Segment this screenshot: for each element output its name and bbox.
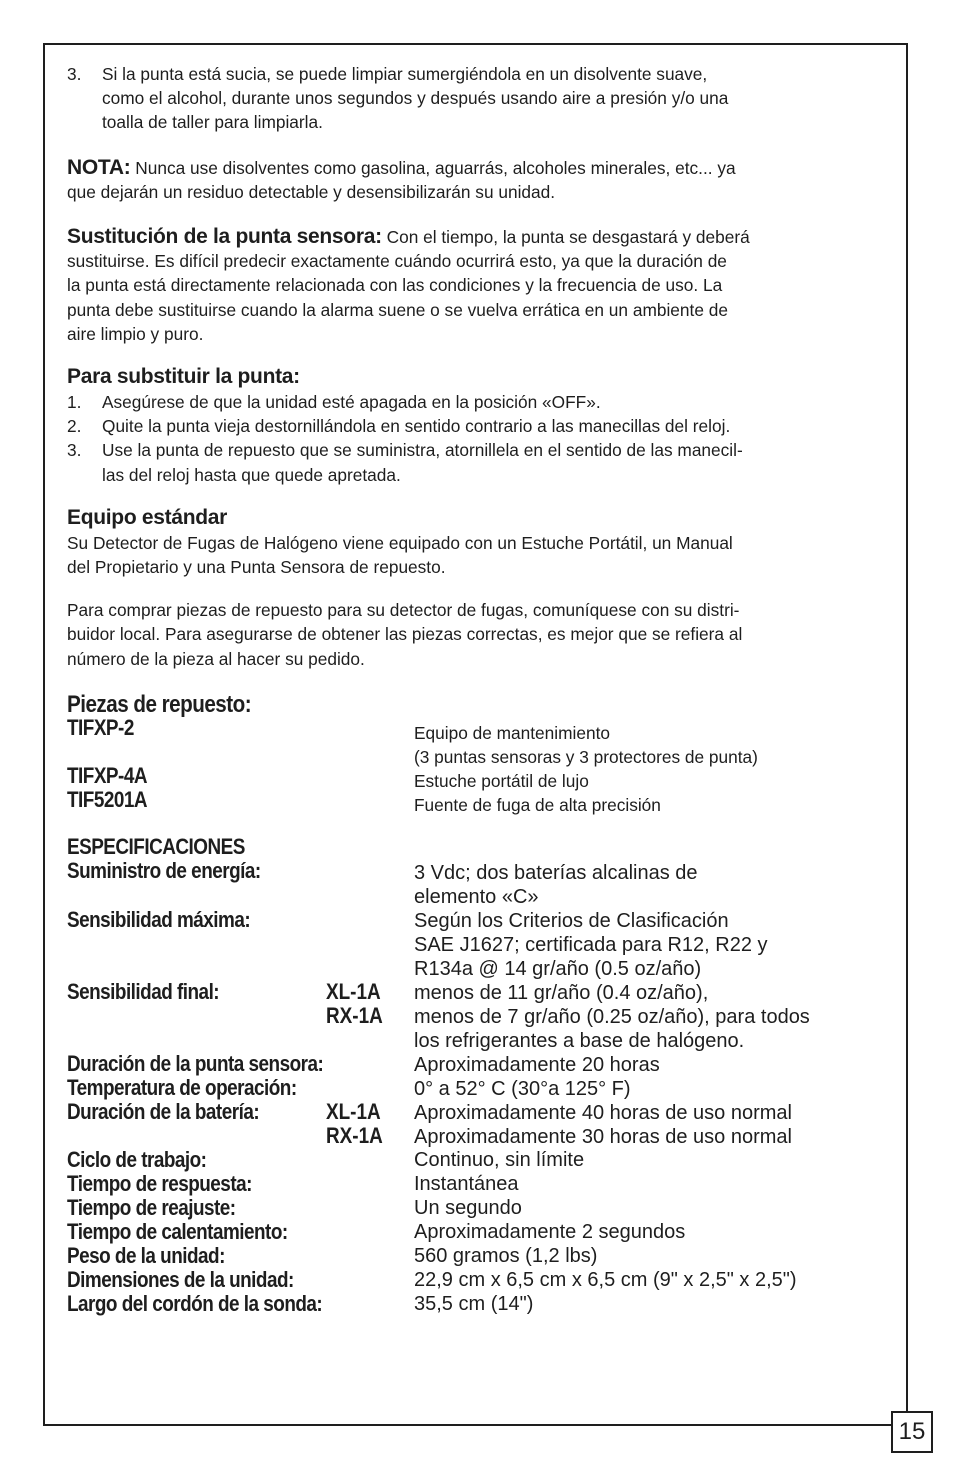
standard-heading: Equipo estándar <box>67 505 228 529</box>
purchase-paragraph: Para comprar piezas de repuesto para su detector de fugas, comuníquese con su distri- <box>67 600 740 621</box>
cleaning-step-3: 3. Si la punta está sucia, se puede limpiar sumergiéndola en un disolvente suave, como el alcohol, durante unos segundos y después usando aire a presión y/o una toalla de taller para limpiarla. <box>67 64 729 133</box>
note-paragraph: NOTA: Nunca use disolventes como gasolina, aguarrás, alcoholes minerales, etc... ya <box>67 155 736 179</box>
model-rx: RX-1A <box>326 1002 383 1028</box>
part-code: TIF5201A <box>67 786 148 812</box>
parts-and-specs: Piezas de repuesto: TIFXP-2 Equipo de mantenimiento (3 puntas sensoras y 3 protectores de punta) TIFXP-4A Estuche portátil de lujo TIF5201A Fuente de fuga de alta precisión ESPECIFICACIONES Suministro de energía: 3 Vdc; dos baterías alcalinas de elemento «C» Sensibilidad máxima: Según los Criterios de Clasificación SAE J1627; certificada para R12, R22 y R134a @ 14 gr/año (0.5 oz/año) Sensibilidad final: XL-1A menos de 11 gr/año (0.4 oz/año), RX-1A menos de 7 gr/año (0.25 oz/año), para todos los refrigerantes a base de halógeno. Duración de la punta sensora: Aproximadamente 20 horas Temperatura de operación: 0° a 52° C (30°a 125° F) Duración de la batería: XL-1A Aproximadamente 40 horas de uso normal RX-1A Aproximadamente 30 horas de uso normal Ciclo de trabajo: Continuo, sin límite Tiempo de respuesta: Instantánea Tiempo de reajuste: Un segundo Tiempo de calentamiento: Aproximadamente 2 segundos Peso de la unidad: 560 gramos (1,2 lbs) Dimensiones de la unidad: 22,9 cm x 6,5 cm x 6,5 cm (9" x 2,5" x 2,5") Largo del cordón de la sonda: 35,5 cm (14") <box>67 690 810 1316</box>
specs-heading: ESPECIFICACIONES <box>67 833 245 859</box>
procedure-step-2: 2. Quite la punta vieja destornillándola en sentido contrario a las manecillas del reloj. <box>67 416 731 437</box>
note-label: NOTA: <box>67 155 131 179</box>
spec-label: Tiempo de respuesta: <box>67 1170 252 1196</box>
part-desc: Estuche portátil de lujo <box>414 770 589 791</box>
spec-label: Peso de la unidad: <box>67 1242 225 1268</box>
parts-heading: Piezas de repuesto: <box>67 690 252 718</box>
spec-value: Aproximadamente 20 horas <box>414 1053 660 1076</box>
spec-label-power: Suministro de energía: <box>67 857 261 883</box>
spec-label-max-sensitivity: Sensibilidad máxima: <box>67 906 251 932</box>
spec-value: Continuo, sin límite <box>414 1148 585 1171</box>
part-desc-detail: (3 puntas sensoras y 3 protectores de punta) <box>414 746 758 767</box>
replacement-paragraph: Sustitución de la punta sensora: Con el tiempo, la punta se desgastará y deberá <box>67 225 750 249</box>
spec-label: Duración de la punta sensora: <box>67 1050 324 1076</box>
spec-label: Tiempo de reajuste: <box>67 1194 236 1220</box>
spec-value: 22,9 cm x 6,5 cm x 6,5 cm (9" x 2,5" x 2,5") <box>414 1268 797 1291</box>
spec-value: Un segundo <box>414 1196 522 1219</box>
spec-value-battery-rx: Aproximadamente 30 horas de uso normal <box>414 1125 792 1148</box>
procedure-step-3: 3. Use la punta de repuesto que se suministra, atornillela en el sentido de las manecil- las del reloj hasta que quede apretada. <box>67 440 743 485</box>
spec-value: Aproximadamente 2 segundos <box>414 1220 686 1243</box>
procedure-step-1: 1. Asegúrese de que la unidad esté apagada en la posición «OFF». <box>67 392 601 413</box>
spec-label-battery: Duración de la batería: <box>67 1098 260 1124</box>
model-xl: XL-1A <box>326 1098 381 1124</box>
spec-value: 0° a 52° C (30°a 125° F) <box>414 1077 631 1100</box>
part-desc: Equipo de mantenimiento <box>414 722 610 743</box>
list-number: 3. <box>67 64 82 84</box>
spec-value: 560 gramos (1,2 lbs) <box>414 1244 598 1267</box>
spec-value-power: 3 Vdc; dos baterías alcalinas de <box>414 861 698 884</box>
spec-value-battery-xl: Aproximadamente 40 horas de uso normal <box>414 1101 792 1124</box>
model-xl: XL-1A <box>326 978 381 1004</box>
spec-value-final-rx: menos de 7 gr/año (0.25 oz/año), para todos <box>414 1005 810 1028</box>
spec-value: 35,5 cm (14") <box>414 1292 534 1315</box>
part-code: TIFXP-4A <box>67 762 147 788</box>
spec-value-final-xl: menos de 11 gr/año (0.4 oz/año), <box>414 981 709 1004</box>
model-rx: RX-1A <box>326 1122 383 1148</box>
procedure-heading: Para substituir la punta: <box>67 365 300 389</box>
page-content: 3. Si la punta está sucia, se puede limpiar sumergiéndola en un disolvente suave, como el alcohol, durante unos segundos y después usando aire a presión y/o una toalla de taller para limpiarla. NOTA: Nunca use disolventes como gasolina, aguarrás, alcoholes minerales, etc... ya que dejarán un residuo detectable y desensibilizarán su unidad. Sustitución de la punta sensora: Con el tiempo, la punta se desgastará y deberá sustituirse. Es difícil predecir exactamente cuándo ocurrirá esto, ya que la duración de la punta está directamente relacionada con las condiciones y la frecuencia de uso. La punta debe sustituirse cuando la alarma suene o se vuelva errática en un ambiente de aire limpio y puro. Para substituir la punta: 1. Asegúrese de que la unidad esté apagada en la posición «OFF». 2. Quite la punta vieja destornillándola en sentido contrario a las manecillas del reloj. 3. Use la punta de repuesto que se suministra, atornillela en el sentido de las manecil- las del reloj hasta que quede apretada. Equipo estándar Su Detector de Fugas de Halógeno viene equipado con un Estuche Portátil, un Manual del Propietario y una Punta Sensora de repuesto. Para comprar piezas de repuesto para su detector de fugas, comuníquese con su distri- buidor local. Para asegurarse de obtener las piezas correctas, es mejor que se refiera al número de la pieza al hacer su pedido. Piezas de repuesto: TIFXP-2 Equipo de mantenimiento (3 puntas sensoras y 3 protectores de punta) TIFXP-4A Estuche portátil de lujo TIF5201A Fuente de fuga de alta precisión ESPECIFICACIONES Suministro de energía: 3 Vdc; dos baterías alcalinas de elemento «C» Sensibilidad máxima: Según los Criterios de Clasificación SAE J1627; certificada para R12, R22 y R134a @ 14 gr/año (0.5 oz/año) Sensibilidad final: XL-1A menos de 11 gr/año (0.4 oz/año), RX-1A menos de 7 gr/año (0.25 oz/año), para todos los refrigerantes a base de halógeno. Duración de la punta sensora: Aproximadamente 20 horas Temperatura de operación: 0° a 52° C (30°a 125° F) Duración de la batería: XL-1A Aproximadamente 40 horas de uso normal RX-1A Aproximadamente 30 horas de uso normal Ciclo de trabajo: Continuo, sin límite Tiempo de respuesta: Instantánea Tiempo de reajuste: Un segundo Tiempo de calentamiento: Aproximadamente 2 segundos Peso de la unidad: 560 gramos (1,2 lbs) Dimensiones de la unidad: 22,9 cm x 6,5 cm x 6,5 cm (9" x 2,5" x 2,5") Largo del cordón de la sonda: 35,5 cm (14") <box>67 62 885 1331</box>
spec-value: Instantánea <box>414 1172 519 1195</box>
part-code: TIFXP-2 <box>67 714 134 740</box>
replacement-label: Sustitución de la punta sensora: <box>67 225 382 249</box>
spec-label: Largo del cordón de la sonda: <box>67 1290 323 1316</box>
spec-label-final-sensitivity: Sensibilidad final: <box>67 978 220 1004</box>
spec-label: Tiempo de calentamiento: <box>67 1218 288 1244</box>
spec-label: Temperatura de operación: <box>67 1074 297 1100</box>
spec-label: Dimensiones de la unidad: <box>67 1266 294 1292</box>
page-number: 15 <box>891 1411 933 1453</box>
spec-label: Ciclo de trabajo: <box>67 1146 207 1172</box>
spec-value-max-sensitivity: Según los Criterios de Clasificación <box>414 909 729 932</box>
part-desc: Fuente de fuga de alta precisión <box>414 794 661 815</box>
